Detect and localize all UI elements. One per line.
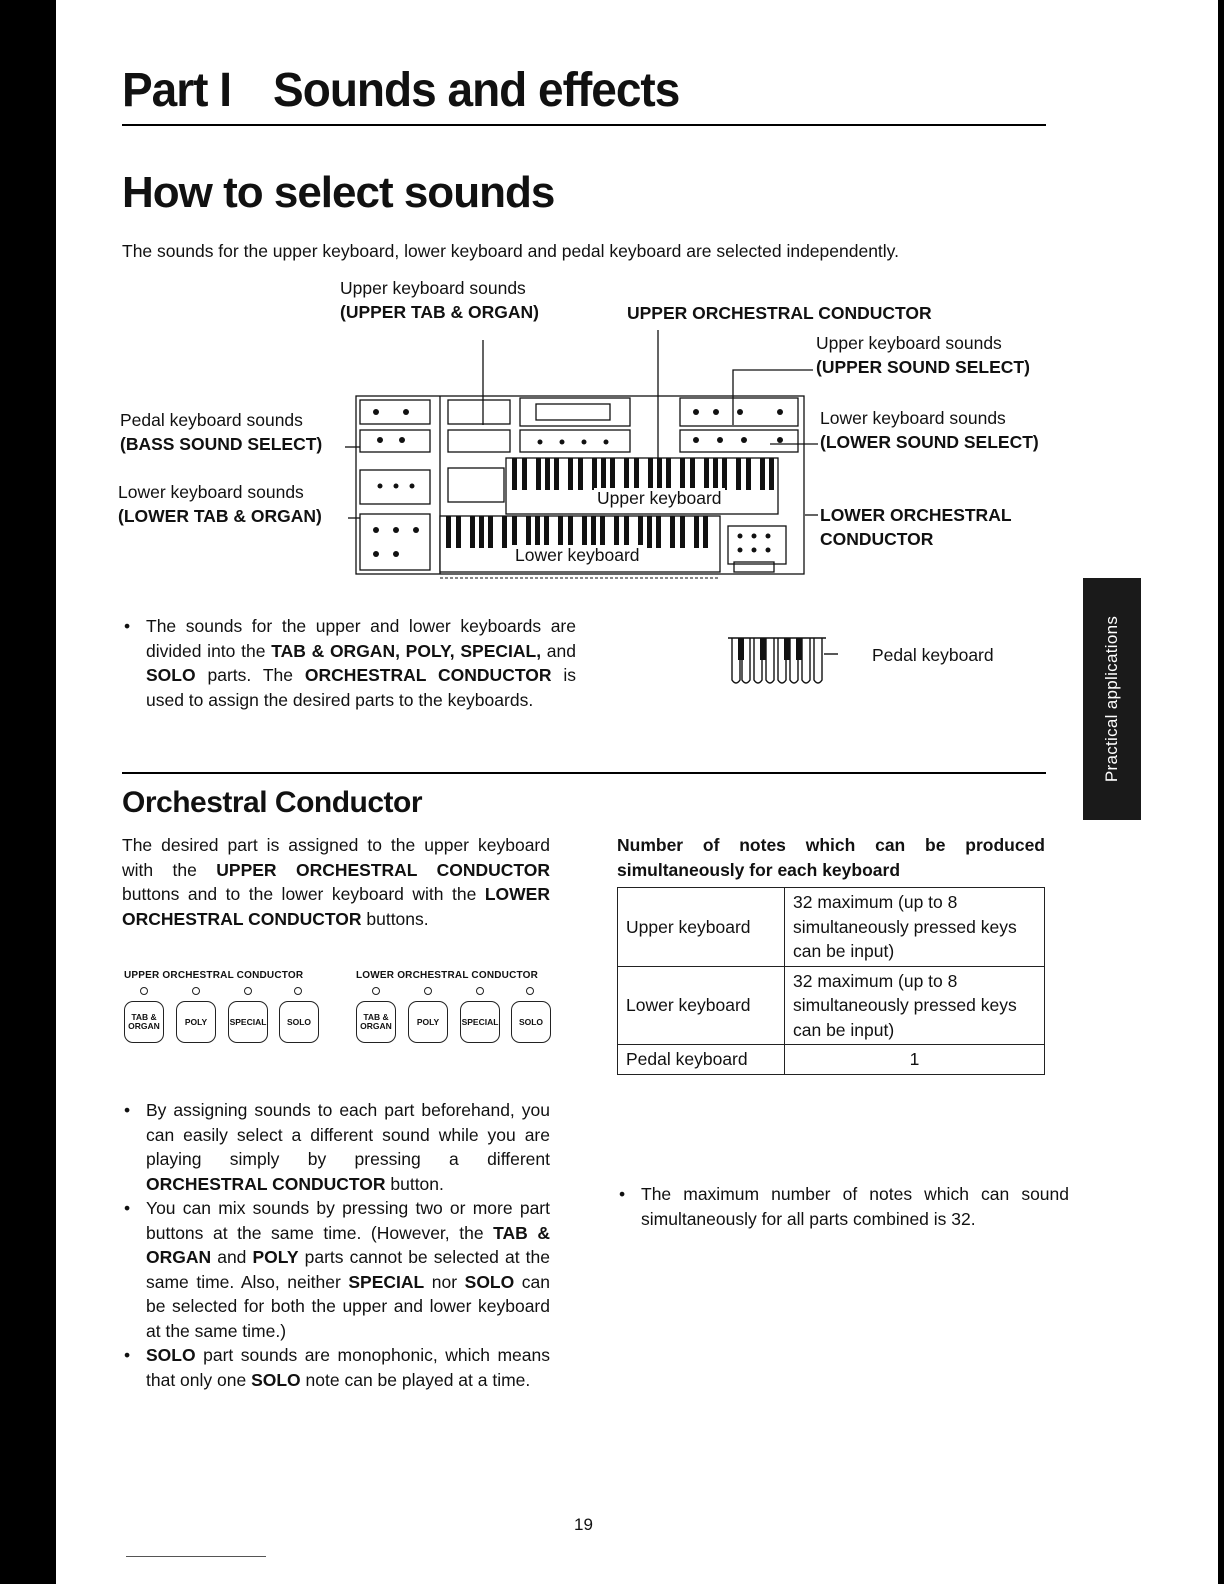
lower-tab-organ-label: Lower keyboard sounds (LOWER TAB & ORGAN) bbox=[118, 482, 322, 526]
table-cell: Upper keyboard bbox=[618, 888, 785, 967]
orchestral-conductor-bullets bbox=[122, 1098, 550, 1392]
table-cell: Pedal keyboard bbox=[618, 1045, 785, 1075]
lower-solo-button[interactable]: SOLO bbox=[511, 1001, 551, 1043]
led-indicator bbox=[476, 987, 484, 995]
footer-rule bbox=[126, 1556, 266, 1557]
part-rule bbox=[122, 124, 1046, 126]
notes-table-note: • The maximum number of notes which can sound simultaneously for all parts combined is 32. bbox=[617, 1182, 1069, 1231]
upper-special-button[interactable]: SPECIAL bbox=[228, 1001, 268, 1043]
lower-poly-button[interactable]: POLY bbox=[408, 1001, 448, 1043]
lower-keyboard-label: Lower keyboard bbox=[512, 545, 643, 566]
bass-sound-select-label: Pedal keyboard sounds (BASS SOUND SELECT) bbox=[120, 410, 323, 454]
upper-conductor-panel-title: UPPER ORCHESTRAL CONDUCTOR bbox=[124, 970, 304, 981]
upper-tab-organ-button[interactable]: TAB & ORGAN bbox=[124, 1001, 164, 1043]
lower-tab-organ-button[interactable]: TAB & ORGAN bbox=[356, 1001, 396, 1043]
led-indicator bbox=[372, 987, 380, 995]
part-title: Sounds and effects bbox=[273, 61, 680, 117]
led-indicator bbox=[244, 987, 252, 995]
part-number: Part I bbox=[122, 61, 232, 117]
lower-conductor-panel-title: LOWER ORCHESTRAL CONDUCTOR bbox=[356, 970, 539, 981]
led-indicator bbox=[526, 987, 534, 995]
upper-orchestral-conductor-label: UPPER ORCHESTRAL CONDUCTOR bbox=[627, 303, 932, 323]
upper-conductor-panel bbox=[124, 970, 324, 1050]
table-row bbox=[618, 888, 1045, 967]
orchestral-conductor-title: Orchestral Conductor bbox=[122, 786, 423, 819]
page-number: 19 bbox=[574, 1515, 593, 1534]
upper-solo-button[interactable]: SOLO bbox=[279, 1001, 319, 1043]
section-intro: The sounds for the upper keyboard, lower keyboard and pedal keyboard are selected independently. bbox=[122, 241, 899, 261]
notes-table bbox=[617, 887, 1045, 1075]
led-indicator bbox=[294, 987, 302, 995]
led-indicator bbox=[192, 987, 200, 995]
table-row bbox=[618, 1045, 1045, 1075]
upper-tab-organ-label: Upper keyboard sounds (UPPER TAB & ORGAN) bbox=[340, 278, 539, 322]
led-indicator bbox=[140, 987, 148, 995]
lower-conductor-panel bbox=[356, 970, 556, 1050]
section-tab-label: Practical applications bbox=[1102, 615, 1121, 783]
lower-orchestral-conductor-label: LOWER ORCHESTRAL CONDUCTOR bbox=[820, 505, 1012, 549]
page-right-border bbox=[1218, 0, 1224, 1584]
part-heading bbox=[122, 61, 679, 118]
orchestral-conductor-intro: The desired part is assigned to the upper keyboard with the UPPER ORCHESTRAL CONDUCTOR buttons and to the lower keyboard with the LOWER ORCHESTRAL CONDUCTOR buttons. bbox=[122, 835, 550, 929]
pedal-keyboard-label: Pedal keyboard bbox=[872, 645, 994, 665]
parts-note: • The sounds for the upper and lower keyboards are divided into the TAB & ORGAN, POLY, SPECIAL, and SOLO parts. The ORCHESTRAL CONDUCTOR is used to assign the desired parts to the keyboards. bbox=[122, 614, 576, 712]
led-indicator bbox=[424, 987, 432, 995]
section-rule bbox=[122, 772, 1046, 774]
table-cell: 32 maximum (up to 8 simultaneously pressed keys can be input) bbox=[785, 888, 1045, 967]
table-cell: 1 bbox=[785, 1045, 1045, 1075]
lower-sound-select-label: Lower keyboard sounds (LOWER SOUND SELECT) bbox=[820, 408, 1039, 452]
list-item: • You can mix sounds by pressing two or more part buttons at the same time. (However, the TAB & ORGAN and POLY parts cannot be selected at the same time. Also, neither SPECIAL nor SOLO can be selected for both the upper and lower keyboard at the same time.) bbox=[122, 1196, 550, 1343]
table-cell: Lower keyboard bbox=[618, 966, 785, 1045]
section-tab[interactable] bbox=[1083, 578, 1141, 820]
upper-poly-button[interactable]: POLY bbox=[176, 1001, 216, 1043]
lower-special-button[interactable]: SPECIAL bbox=[460, 1001, 500, 1043]
notes-table-title: Number of notes which can be produced simultaneously for each keyboard bbox=[617, 835, 1045, 880]
upper-sound-select-label: Upper keyboard sounds (UPPER SOUND SELECT) bbox=[816, 333, 1030, 377]
list-item: • By assigning sounds to each part beforehand, you can easily select a different sound while you are playing simply by pressing a different ORCHESTRAL CONDUCTOR button. bbox=[122, 1098, 550, 1196]
section-title: How to select sounds bbox=[122, 168, 555, 217]
table-cell: 32 maximum (up to 8 simultaneously pressed keys can be input) bbox=[785, 966, 1045, 1045]
table-row bbox=[618, 966, 1045, 1045]
list-item: • SOLO part sounds are monophonic, which means that only one SOLO note can be played at a time. bbox=[122, 1343, 550, 1392]
pedal-keyboard-diagram bbox=[728, 636, 838, 688]
page-left-border bbox=[0, 0, 56, 1584]
upper-keyboard-label: Upper keyboard bbox=[594, 488, 725, 509]
